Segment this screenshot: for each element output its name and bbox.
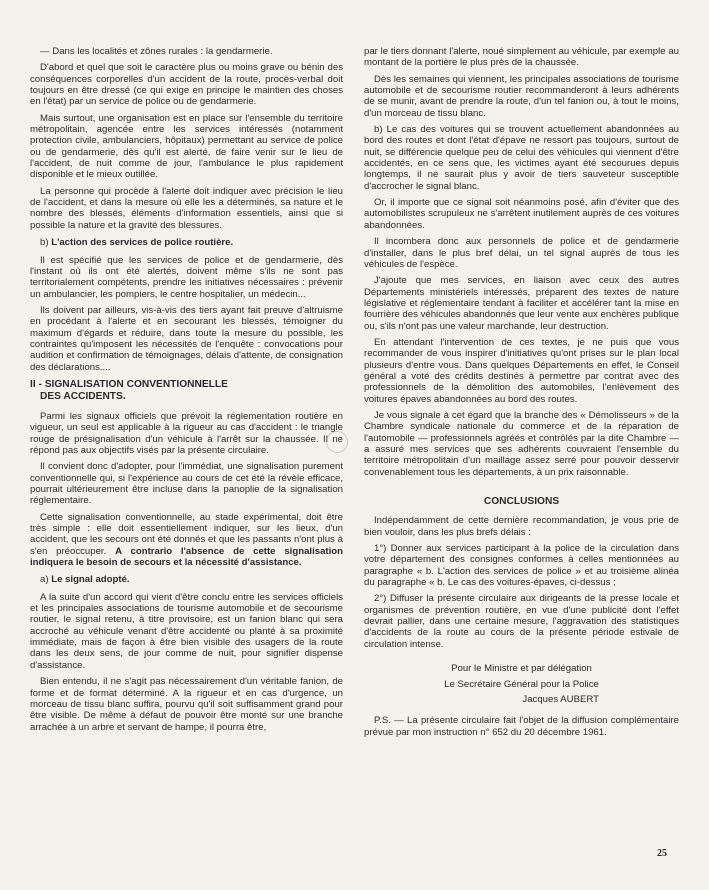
paragraph: Ils doivent par ailleurs, vis-à-vis des tiers ayant fait preuve d'altruisme en procédant à l'alerte et en secourant les blessés, témoigner du maximum d'égards et réduire, dans toute la mesure du possible, les contraintes qu'imposent les nécessités de l'enquête : convocations pour audition et confirmation de témoignages, délais d'attente, de consignation des déclarations.... <box>30 304 343 373</box>
paragraph: — Dans les localités et zônes rurales : la gendarmerie. <box>40 46 273 57</box>
postscript: P.S. — La présente circulaire fait l'objet de la diffusion complémentaire prévue par mon instruction n° 652 du 20 décembre 1961. <box>364 715 679 738</box>
paragraph: En attendant l'intervention de ces textes, je ne puis que vous recommander de vous inspirer d'initiatives qu'ont prises sur le plan local plusieurs d'entre vous. Dans quelques Départements en effet, le Conseil général a voté des crédits destinés à permettre par contrat avec des professionnels de la démolition des automobiles, l'enlèvement des voitures épaves abandonnées au bord des routes. <box>364 336 679 405</box>
subheading-signal <box>40 574 343 585</box>
subheading-text: Le signal adopté. <box>51 574 130 586</box>
signatory-name: Jacques AUBERT <box>522 693 599 705</box>
paragraph: Il incombera donc aux personnels de police et de gendarmerie d'installer, dans le plus bref délai, un tel signal auprès de tous les véhicules de l'espèce. <box>364 236 679 270</box>
paragraph: J'ajoute que mes services, en liaison avec ceux des autres Départements ministériels intéressés, préparent des textes de nature législative et réglementaire tendant à faciliter et accélérer tant la mise en fourrière des véhicules abandonnés que leur vente aux enchères publique ou, s'ils n'ont pas une valeur marchande, leur destruction. <box>364 275 679 332</box>
left-column <box>30 46 343 738</box>
paragraph-normal-text: Cette signalisation conventionnelle, au stade expérimental, doit être très simple : elle doit essentiellement indiquer, sur les lieux, d'un accident, que les secours ont été donnés et que les passants n'ont plus à s'en préoccuper. <box>30 511 343 557</box>
paragraph: A la suite d'un accord qui vient d'être conclu entre les services officiels et les principales associations de tourisme automobile et de secourisme routier, le signal retenu, à titre provisoire, est un fanion blanc qui sera accroché au véhicule venant d'être accidenté ou planté à sa proximité immédiate, mais de façon à être bien visible des usagers de la route dans les deux sens, de jour comme de nuit, pour signifier dispense d'assistance. <box>30 591 343 671</box>
paragraph <box>30 512 343 569</box>
subheading-prefix: a) <box>40 574 49 586</box>
paragraph: par le tiers donnant l'alerte, noué simplement au véhicule, par exemple au montant de la portière le plus près de la chaussée. <box>364 46 679 69</box>
subheading-prefix: b) <box>40 237 49 249</box>
conclusions-heading: CONCLUSIONS <box>483 496 560 508</box>
paragraph: 2°) Diffuser la présente circulaire aux dirigeants de la presse locale et organismes de prévention routière, en vue d'une publicité dont l'effet devrait pallier, dans une certaine mesure, l'aggravation des statistiques d'accidents de la route au cours de la présente période estivale de circulation intense. <box>364 593 679 650</box>
section-title-line-1: II - SIGNALISATION CONVENTIONNELLE <box>30 378 228 390</box>
subheading-text: L'action des services de police routière. <box>51 237 234 249</box>
faint-stamp-mark <box>326 431 348 453</box>
signature-line-1: Pour le Ministre et par délégation <box>451 663 592 675</box>
paragraph: Il convient donc d'adopter, pour l'immédiat, une signalisation purement conventionnelle qui, si l'expérience au cours de cet été la révèle efficace, pourrait ultérieurement être incluse dans la panoplie de la signalisation réglementaire. <box>30 461 343 507</box>
paragraph: Or, il importe que ce signal soit néanmoins posé, afin d'éviter que des automobilistes scrupuleux ne s'arrêtent inutilement auprès de ces voitures abandonnées. <box>364 197 679 231</box>
page-number: 25 <box>657 848 667 859</box>
paragraph: Il est spécifié que les services de police et de gendarmerie, dès l'instant où ils ont été alertés, doivent même s'ils ne sont pas territorialement compétents, prendre les initiatives nécessaires : prévenir un ambulancier, les pompiers, le centre hospitalier, un médecin... <box>30 254 343 300</box>
paragraph: Parmi les signaux officiels que prévoit la réglementation routière en vigueur, un seul est applicable à la rigueur au cas d'accident : le triangle rouge de présignalisation d'un véhicule à l'arrêt sur la chaussée. Il ne répond pas aux objectifs visés par la présente circulaire. <box>30 410 343 456</box>
signature-line-2: Le Secrétaire Général pour la Police <box>444 678 599 690</box>
paragraph: La personne qui procède à l'alerte doit indiquer avec précision le lieu de l'accident, et dans la mesure où elle les a déterminés, sa nature et le nombre des blessés, éléments d'information essentiels, ainsi que si possible la nature et la gravité des blessures. <box>30 185 343 231</box>
section-title <box>30 379 343 403</box>
paragraph: Je vous signale à cet égard que la branche des « Démolisseurs » de la Chambre syndicale nationale du commerce et de la réparation de l'automobile — professionnels agréés et contrôlés par la dite Chambre — a assuré mes services que ses adhérents couvraient l'ensemble du territoire métropolitain d'un maillage assez serré pour pouvoir desservir convenablement tous les départements, à un prix raisonnable. <box>364 409 679 478</box>
paragraph: Indépendamment de cette dernière recommandation, je vous prie de bien vouloir, dans les plus brefs délais : <box>364 515 679 538</box>
section-title-line-2: DES ACCIDENTS. <box>40 390 126 402</box>
paragraph: b) Le cas des voitures qui se trouvent actuellement abandonnées au bord des routes et dont l'état d'épave ne ressort pas toujours, surtout de nuit, se différencie quelque peu de celui des véhicules qui viennent d'être accidentés, en ce sens que, les victimes ayant été secourues depuis longtemps, il ne saurait plus y avoir de tiers sauveteur susceptible d'accrocher le signal blanc. <box>364 124 679 192</box>
paragraph: Bien entendu, il ne s'agit pas nécessairement d'un véritable fanion, de forme et de format déterminé. A la rigueur et en cas d'urgence, un morceau de tissu blanc suffira, pourvu qu'il soit suffisamment grand pour être visible. De même à défaut de pouvoir être monté sur une branche arrachée à un arbre et servant de hampe, il pourra être, <box>30 676 343 733</box>
right-column <box>364 46 679 743</box>
paragraph: 1°) Donner aux services participant à la police de la circulation dans votre département des consignes conformes à celles mentionnées au paragraphe « b. L'action des services de police » et au troisième alinéa du paragraphe « b. Le cas des voitures-épaves, ci-dessus ; <box>364 543 679 589</box>
subheading-police-action <box>40 237 343 248</box>
paragraph: D'abord et quel que soit le caractère plus ou moins grave ou bénin des conséquences corporelles d'un accident de la route, procès-verbal doit toujours en être dressé (ce qui exige en principe le maintien des choses en l'état) par un service de police ou de gendarmerie. <box>30 62 343 108</box>
paragraph: Dès les semaines qui viennent, les principales associations de tourisme automobile et de secourisme routier recommanderont à leurs adhérents de se munir, avant de prendre la route, d'un tel fanion ou, à tout le moins, d'un morceau de tissu blanc. <box>364 73 679 119</box>
paragraph: Mais surtout, une organisation est en place sur l'ensemble du territoire métropolitain, agencée entre les services intéressés (notamment protection civile, ambulanciers, hôpitaux) permettant au service de police ou de gendarmerie, dès qu'il est alerté, de faire venir sur le lieu de l'accident, de nuit comme de jour, l'ambulance le plus rapidement disponible et le mieux outillée. <box>30 112 343 181</box>
paragraph-bold-text: A contrario l'absence de cette signalisation indiquera le besoin de secours et la nécessité d'assistance. <box>30 545 343 569</box>
